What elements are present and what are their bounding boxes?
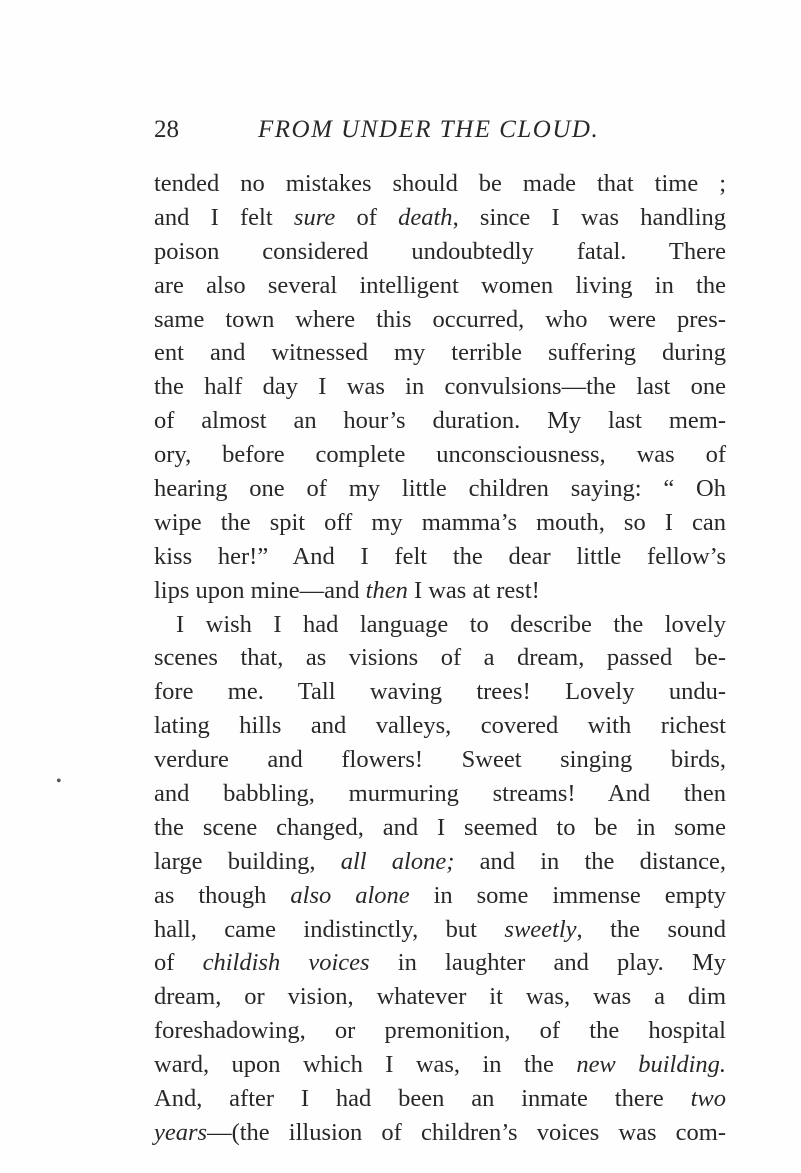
text-run: tended no mistakes should be made that time ; (154, 170, 726, 197)
italic-text-run: sure (293, 203, 336, 231)
text-line (154, 946, 726, 980)
text-line (154, 404, 726, 438)
text-line (154, 641, 726, 675)
text-run: fore me. Tall waving trees! Lovely undu- (154, 678, 726, 706)
text-run: ward, upon which I was, in the (154, 1051, 577, 1079)
text-run: the half day I was in convulsions—the last one (154, 373, 726, 401)
text-run: of almost an hour’s duration. My last mem- (154, 407, 726, 435)
text-line (154, 675, 726, 709)
text-run: of (335, 203, 399, 231)
text-run: ent and witnessed my terrible suffering during (154, 339, 726, 367)
text-run: foreshadowing, or premonition, of the hospital (154, 1017, 726, 1045)
text-line (154, 1116, 726, 1150)
text-run: , since I was handling (452, 203, 726, 231)
italic-text-run: also alone (290, 881, 410, 909)
text-run: as though (154, 881, 291, 909)
text-run: I was at rest! (407, 576, 540, 604)
text-run: are also several intelligent women living in the (154, 271, 726, 299)
text-run: large building, (154, 847, 341, 875)
text-run: dream, or vision, whatever it was, was a dim (154, 983, 726, 1011)
text-line (154, 438, 726, 472)
text-run: lating hills and valleys, covered with richest (154, 712, 726, 740)
text-line (154, 506, 726, 540)
text-run: , the sound (576, 915, 727, 943)
text-run: and I felt (154, 203, 294, 231)
text-run: ory, before complete unconsciousness, was of (154, 441, 726, 469)
text-run: verdure and flowers! Sweet singing birds, (154, 746, 726, 774)
italic-text-run: sweetly (504, 915, 577, 943)
text-line (154, 913, 726, 947)
text-line (154, 472, 726, 506)
text-line (154, 1014, 726, 1048)
text-run: I wish I had language to describe the lovely (176, 610, 726, 638)
text-run: scenes that, as visions of a dream, passed be- (154, 644, 726, 672)
body-text (154, 167, 726, 1150)
text-run: And, after I had been an inmate there (154, 1085, 691, 1113)
text-line (154, 167, 726, 201)
text-line (154, 370, 726, 404)
text-run: hall, came indistinctly, but (154, 915, 505, 943)
text-run: and in the distance, (454, 847, 726, 875)
italic-text-run: new building. (576, 1051, 726, 1079)
text-line (154, 269, 726, 303)
text-run: —(the illusion of children’s voices was com- (207, 1118, 726, 1146)
text-run: and babbling, murmuring streams! And then (154, 780, 726, 808)
italic-text-run: childish voices (202, 949, 370, 977)
text-line (154, 1082, 726, 1116)
running-head (154, 112, 754, 148)
text-line (154, 709, 726, 743)
italic-text-run: then (365, 576, 408, 604)
text-run: the scene changed, and I seemed to be in some (154, 813, 726, 841)
italic-text-run: years (154, 1118, 208, 1146)
text-run: wipe the spit off my mamma’s mouth, so I can (154, 508, 726, 536)
text-line (154, 201, 726, 235)
text-run: same town where this occurred, who were pres- (154, 305, 726, 333)
text-line (154, 980, 726, 1014)
text-line (154, 235, 726, 269)
running-head-title: FROM UNDER THE CLOUD. (258, 116, 600, 143)
text-run: hearing one of my little children saying: “ Oh (154, 475, 726, 503)
text-run: of (154, 949, 203, 977)
text-line (154, 608, 726, 642)
text-run: lips upon mine—and (154, 576, 366, 604)
text-line (154, 336, 726, 370)
text-run: kiss her!” And I felt the dear little fellow’s (154, 542, 726, 570)
text-line (154, 879, 726, 913)
text-line (154, 574, 726, 608)
text-line (154, 811, 726, 845)
italic-text-run: death (398, 203, 453, 231)
margin-speck: • (56, 773, 62, 790)
italic-text-run: all alone; (340, 847, 455, 875)
text-line (154, 777, 726, 811)
text-line (154, 743, 726, 777)
text-line (154, 845, 726, 879)
text-run: poison considered undoubtedly fatal. There (154, 237, 726, 265)
italic-text-run: two (690, 1085, 726, 1113)
text-line (154, 540, 726, 574)
text-run: in some immense empty (409, 881, 726, 909)
text-line (154, 1048, 726, 1082)
page-number: 28 (154, 116, 179, 143)
text-line (154, 303, 726, 337)
text-run: in laughter and play. My (369, 949, 726, 977)
